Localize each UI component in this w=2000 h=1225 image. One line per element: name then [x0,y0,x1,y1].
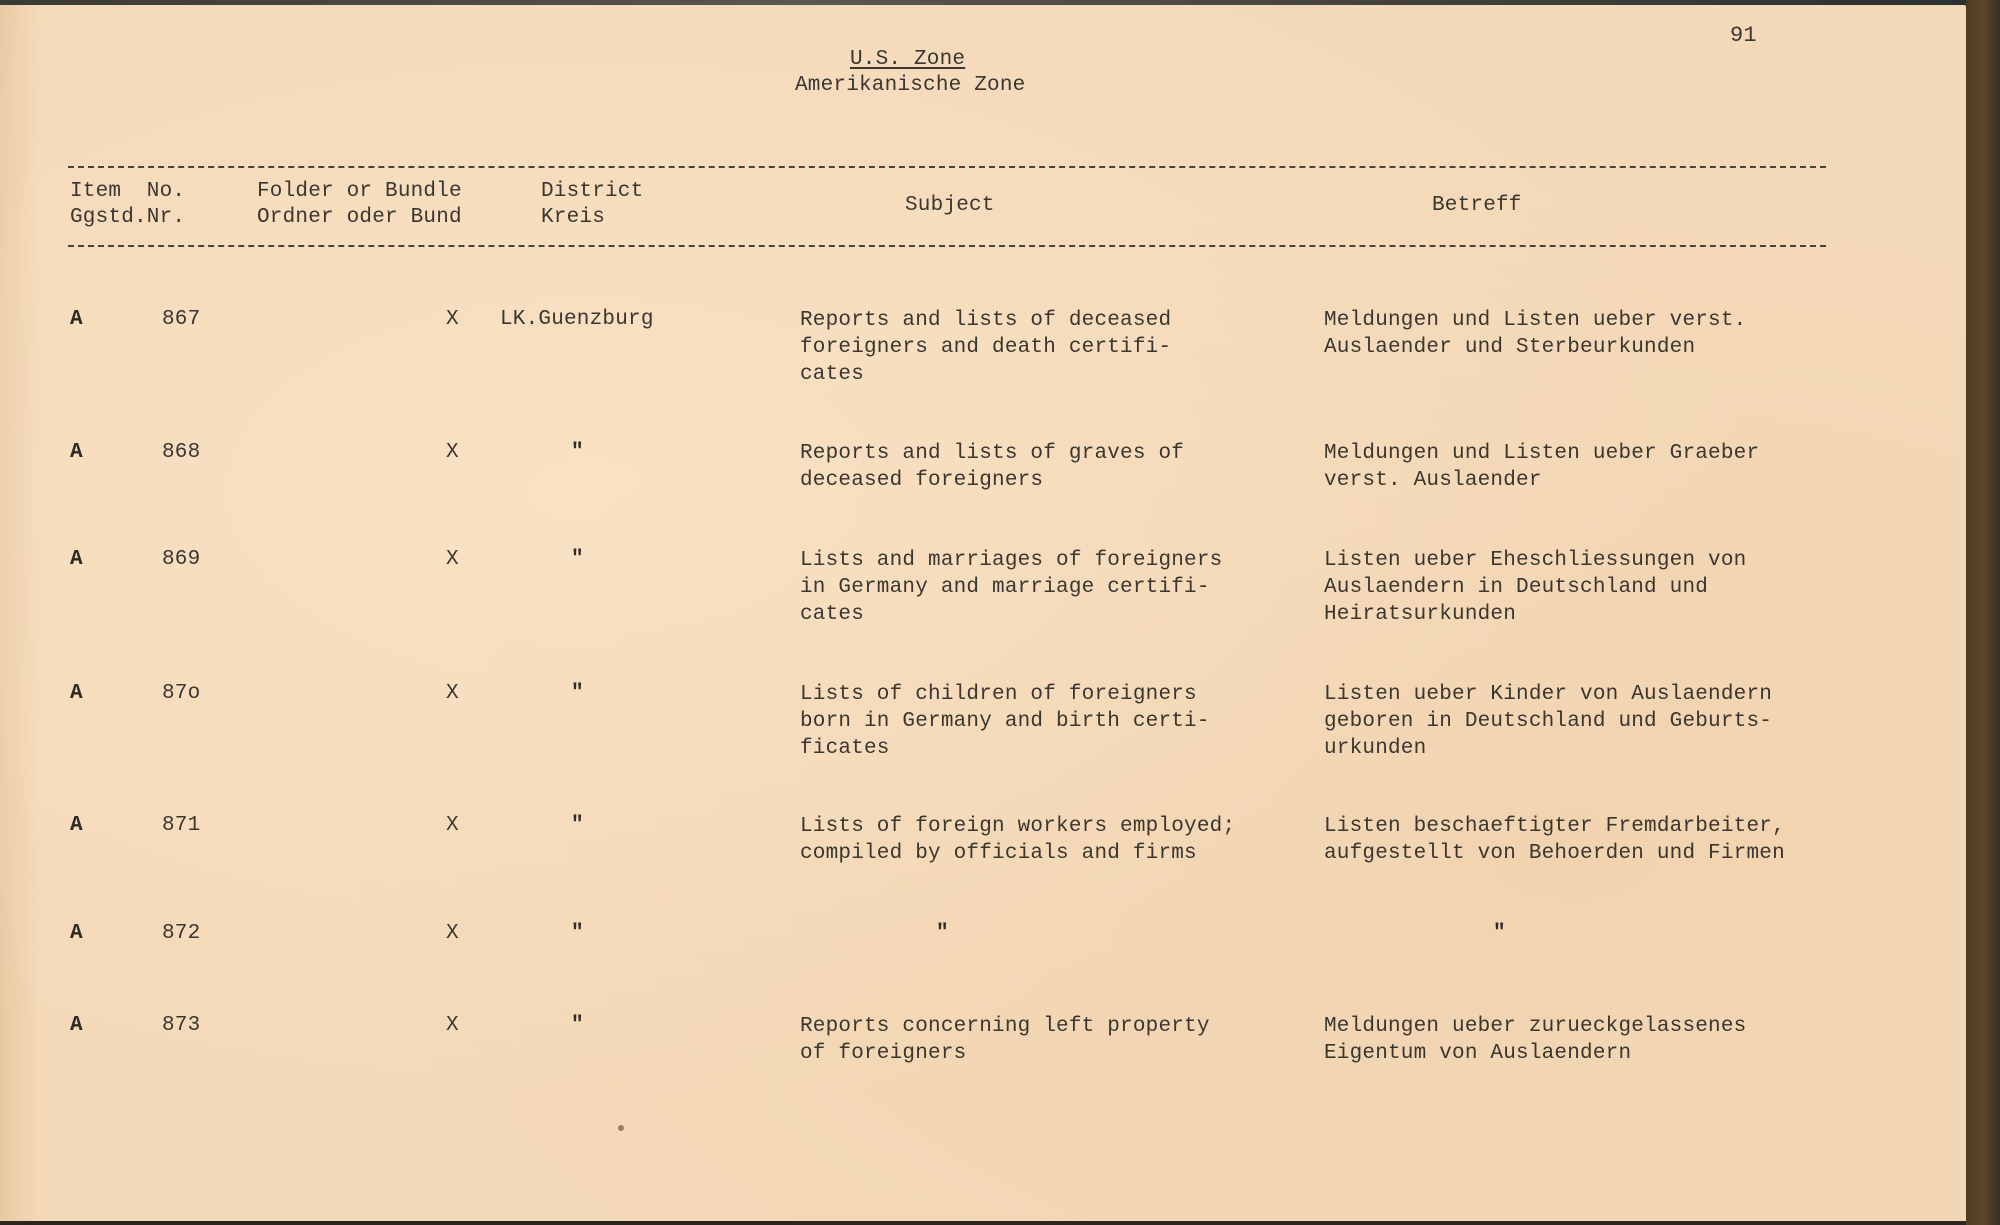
betreff-cell: Meldungen und Listen ueber Graeber verst. Auslaender [1324,442,1760,492]
page-title-german: Amerikanische Zone [795,74,1026,97]
header-district [541,179,643,231]
number-cell: 871 [162,814,201,837]
folder-or-bundle-mark: X [446,1014,459,1037]
item-cell: A [70,682,83,705]
betreff-cell: Listen beschaeftigter Fremdarbeiter, aufgestellt von Behoerden und Firmen [1324,815,1785,865]
document-page [0,5,1966,1221]
folder-or-bundle-mark: X [446,922,459,945]
subject-cell: Lists of children of foreigners born in Germany and birth certi- ficates [800,683,1210,760]
subject-cell: Reports concerning left property of foreigners [800,1015,1210,1065]
item-cell: A [70,548,83,571]
header-subject: Subject [905,194,995,217]
subject-cell: " [936,922,949,945]
district-cell: " [571,682,584,705]
subject-cell: Reports and lists of deceased foreigners and death certifi- cates [800,309,1172,386]
betreff-cell: Meldungen ueber zurueckgelassenes Eigentum von Auslaendern [1324,1015,1747,1065]
number-cell: 867 [162,308,201,331]
folder-or-bundle-mark: X [446,682,459,705]
folder-or-bundle-mark: X [446,814,459,837]
district-cell: " [571,1014,584,1037]
header-betreff: Betreff [1432,194,1522,217]
district-cell: " [571,548,584,571]
betreff-cell: Meldungen und Listen ueber verst. Auslaender und Sterbeurkunden [1324,309,1747,359]
number-cell: 869 [162,548,201,571]
header-item-number-en: Item No. [70,180,186,203]
folder-or-bundle-mark: X [446,441,459,464]
header-item-number [70,179,185,231]
item-cell: A [70,1014,83,1037]
number-cell: 868 [162,441,201,464]
number-cell: 872 [162,922,201,945]
header-top-dashed-rule [68,166,1826,168]
item-cell: A [70,308,83,331]
betreff-cell: Listen ueber Eheschliessungen von Auslaendern in Deutschland und Heiratsurkunden [1324,549,1747,626]
subject-cell: Reports and lists of graves of deceased foreigners [800,442,1185,492]
subject-cell: Lists of foreign workers employed; compiled by officials and firms [800,815,1236,865]
district-cell: " [571,441,584,464]
header-folder-or-bundle [257,179,462,231]
number-cell: 873 [162,1014,201,1037]
district-cell: LK.Guenzburg [500,308,654,331]
item-cell: A [70,814,83,837]
header-item-number-de: Ggstd.Nr. [70,206,186,229]
header-district-de: Kreis [541,206,606,229]
header-folder-en: Folder or Bundle [257,180,462,203]
district-cell: " [571,814,584,837]
number-cell: 87o [162,682,201,705]
page-number: 91 [1730,23,1757,48]
header-district-en: District [541,180,644,203]
page-title-english: U.S. Zone [850,48,966,71]
item-cell: A [70,922,83,945]
betreff-cell: Listen ueber Kinder von Auslaendern geboren in Deutschland und Geburts- urkunden [1324,683,1773,760]
district-cell: " [571,922,584,945]
betreff-cell: " [1493,922,1506,945]
book-binding-edge [1966,0,2000,1225]
folder-or-bundle-mark: X [446,308,459,331]
folder-or-bundle-mark: X [446,548,459,571]
subject-cell: Lists and marriages of foreigners in Germany and marriage certifi- cates [800,549,1223,626]
item-cell: A [70,441,83,464]
header-folder-de: Ordner oder Bund [257,206,462,229]
paper-blemish [618,1125,624,1131]
header-bottom-dashed-rule [68,245,1826,247]
